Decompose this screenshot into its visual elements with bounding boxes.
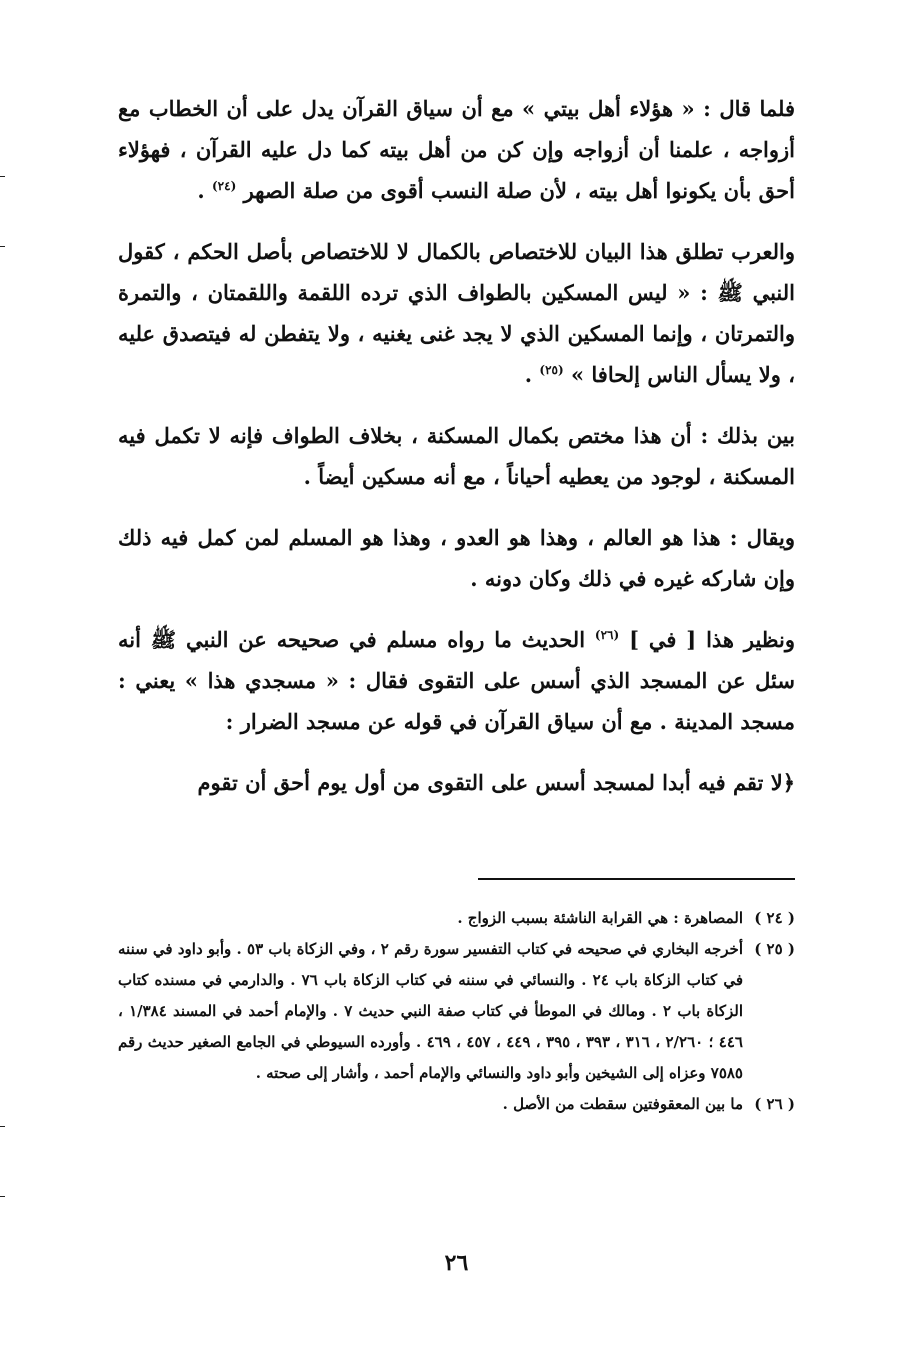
footnote-text: أخرجه البخاري في صحيحه في كتاب التفسير سورة رقم ٢ ، وفي الزكاة باب ٥٣ . وأبو داود في سننه في كتاب الزكاة باب ٢٤ . والنسائي في سننه في كتاب الزكاة باب ٧٦ . والدارمي في مسنده كتاب الزكاة باب ٢ . ومالك في الموطأ في كتاب صفة النبي حديث ٧ . والإمام أحمد في المسند ١/٣٨٤ ، ٤٤٦ ؛ ٢/٢٦٠ ، ٣١٦ ، ٣٩٣ ، ٣٩٥ ، ٤٤٩ ، ٤٥٧ ، ٤٦٩ . وأورده السيوطي في الجامع الصغير حديث رقم ٧٥٨٥ وعزاه إلى الشيخين وأبو داود والنسائي والإمام أحمد ، وأشار إلى صحته .: [118, 940, 744, 1082]
paragraph-5: [118, 619, 795, 742]
paragraph-5-tail: الحديث ما رواه مسلم في صحيحه عن النبي ﷺ أنه سئل عن المسجد الذي أسس على التقوى فقال : « مسجدي هذا » يعني : مسجد المدينة . مع أن سياق القرآن في قوله عن مسجد الضرار :: [118, 627, 795, 734]
scan-edge-mark: [0, 1196, 5, 1197]
footnote-text: ما بين المعقوفتين سقطت من الأصل .: [502, 1095, 743, 1113]
paragraph-3: [118, 415, 795, 497]
footnote-divider: [478, 878, 795, 880]
footnote-ref-25: (٢٥): [539, 363, 564, 377]
footnote-text: المصاهرة : هي القرابة الناشئة بسبب الزواج .: [457, 909, 743, 927]
paragraph-1: [118, 88, 795, 211]
paragraph-2: [118, 231, 795, 395]
footnote-ref-24: (٢٤): [211, 179, 237, 193]
footnotes: [118, 903, 795, 1120]
footnote-25: [118, 934, 795, 1089]
paragraph-3-text: بين بذلك : أن هذا مختص بكمال المسكنة ، بخلاف الطواف فإنه لا تكمل فيه المسكنة ، لوجود من يعطيه أحياناً ، مع أنه مسكين أيضاً .: [118, 423, 795, 489]
paragraph-4: [118, 517, 795, 599]
quran-verse: [118, 762, 795, 803]
paragraph-2-tail: .: [524, 362, 540, 387]
paragraph-2-text: والعرب تطلق هذا البيان للاختصاص بالكمال لا للاختصاص بأصل الحكم ، كقول النبي ﷺ : « ليس المسكين بالطواف الذي ترده اللقمة واللقمتان ، والتمرة والتمرتان ، وإنما المسكين الذي لا يجد غنى يغنيه ، ولا يتفطن له فيتصدق عليه ، ولا يسأل الناس إلحافا »: [118, 239, 795, 387]
quran-verse-text: ﴿لا تقم فيه أبدا لمسجد أسس على التقوى من أول يوم أحق أن تقوم: [197, 770, 795, 795]
footnote-number: ( ٢٤ ): [754, 909, 795, 927]
scan-edge-mark: [0, 1126, 5, 1127]
footnote-26: [118, 1089, 795, 1120]
footnote-24: [118, 903, 795, 934]
footnote-number: ( ٢٥ ): [754, 940, 795, 958]
paragraph-1-tail: .: [197, 178, 212, 203]
scan-edge-mark: [0, 246, 5, 247]
footnote-ref-26: (٢٦): [594, 628, 620, 642]
paragraph-5-text: ونظير هذا [ في ]: [629, 627, 796, 652]
main-text: [118, 88, 795, 823]
paragraph-1-text: فلما قال : « هؤلاء أهل بيتي » مع أن سياق القرآن يدل على أن الخطاب مع أزواجه ، علمنا أن أزواجه وإن كن من أهل بيته كما دل عليه القرآن ، فهؤلاء أحق بأن يكونوا أهل بيته ، لأن صلة النسب أقوى من صلة الصهر: [118, 96, 795, 203]
paragraph-4-text: ويقال : هذا هو العالم ، وهذا هو العدو ، وهذا هو المسلم لمن كمل فيه ذلك وإن شاركه غيره في ذلك وكان دونه .: [118, 525, 795, 591]
scan-edge-mark: [0, 176, 5, 177]
footnote-number: ( ٢٦ ): [754, 1095, 795, 1113]
page-number: ٢٦: [444, 1250, 469, 1276]
